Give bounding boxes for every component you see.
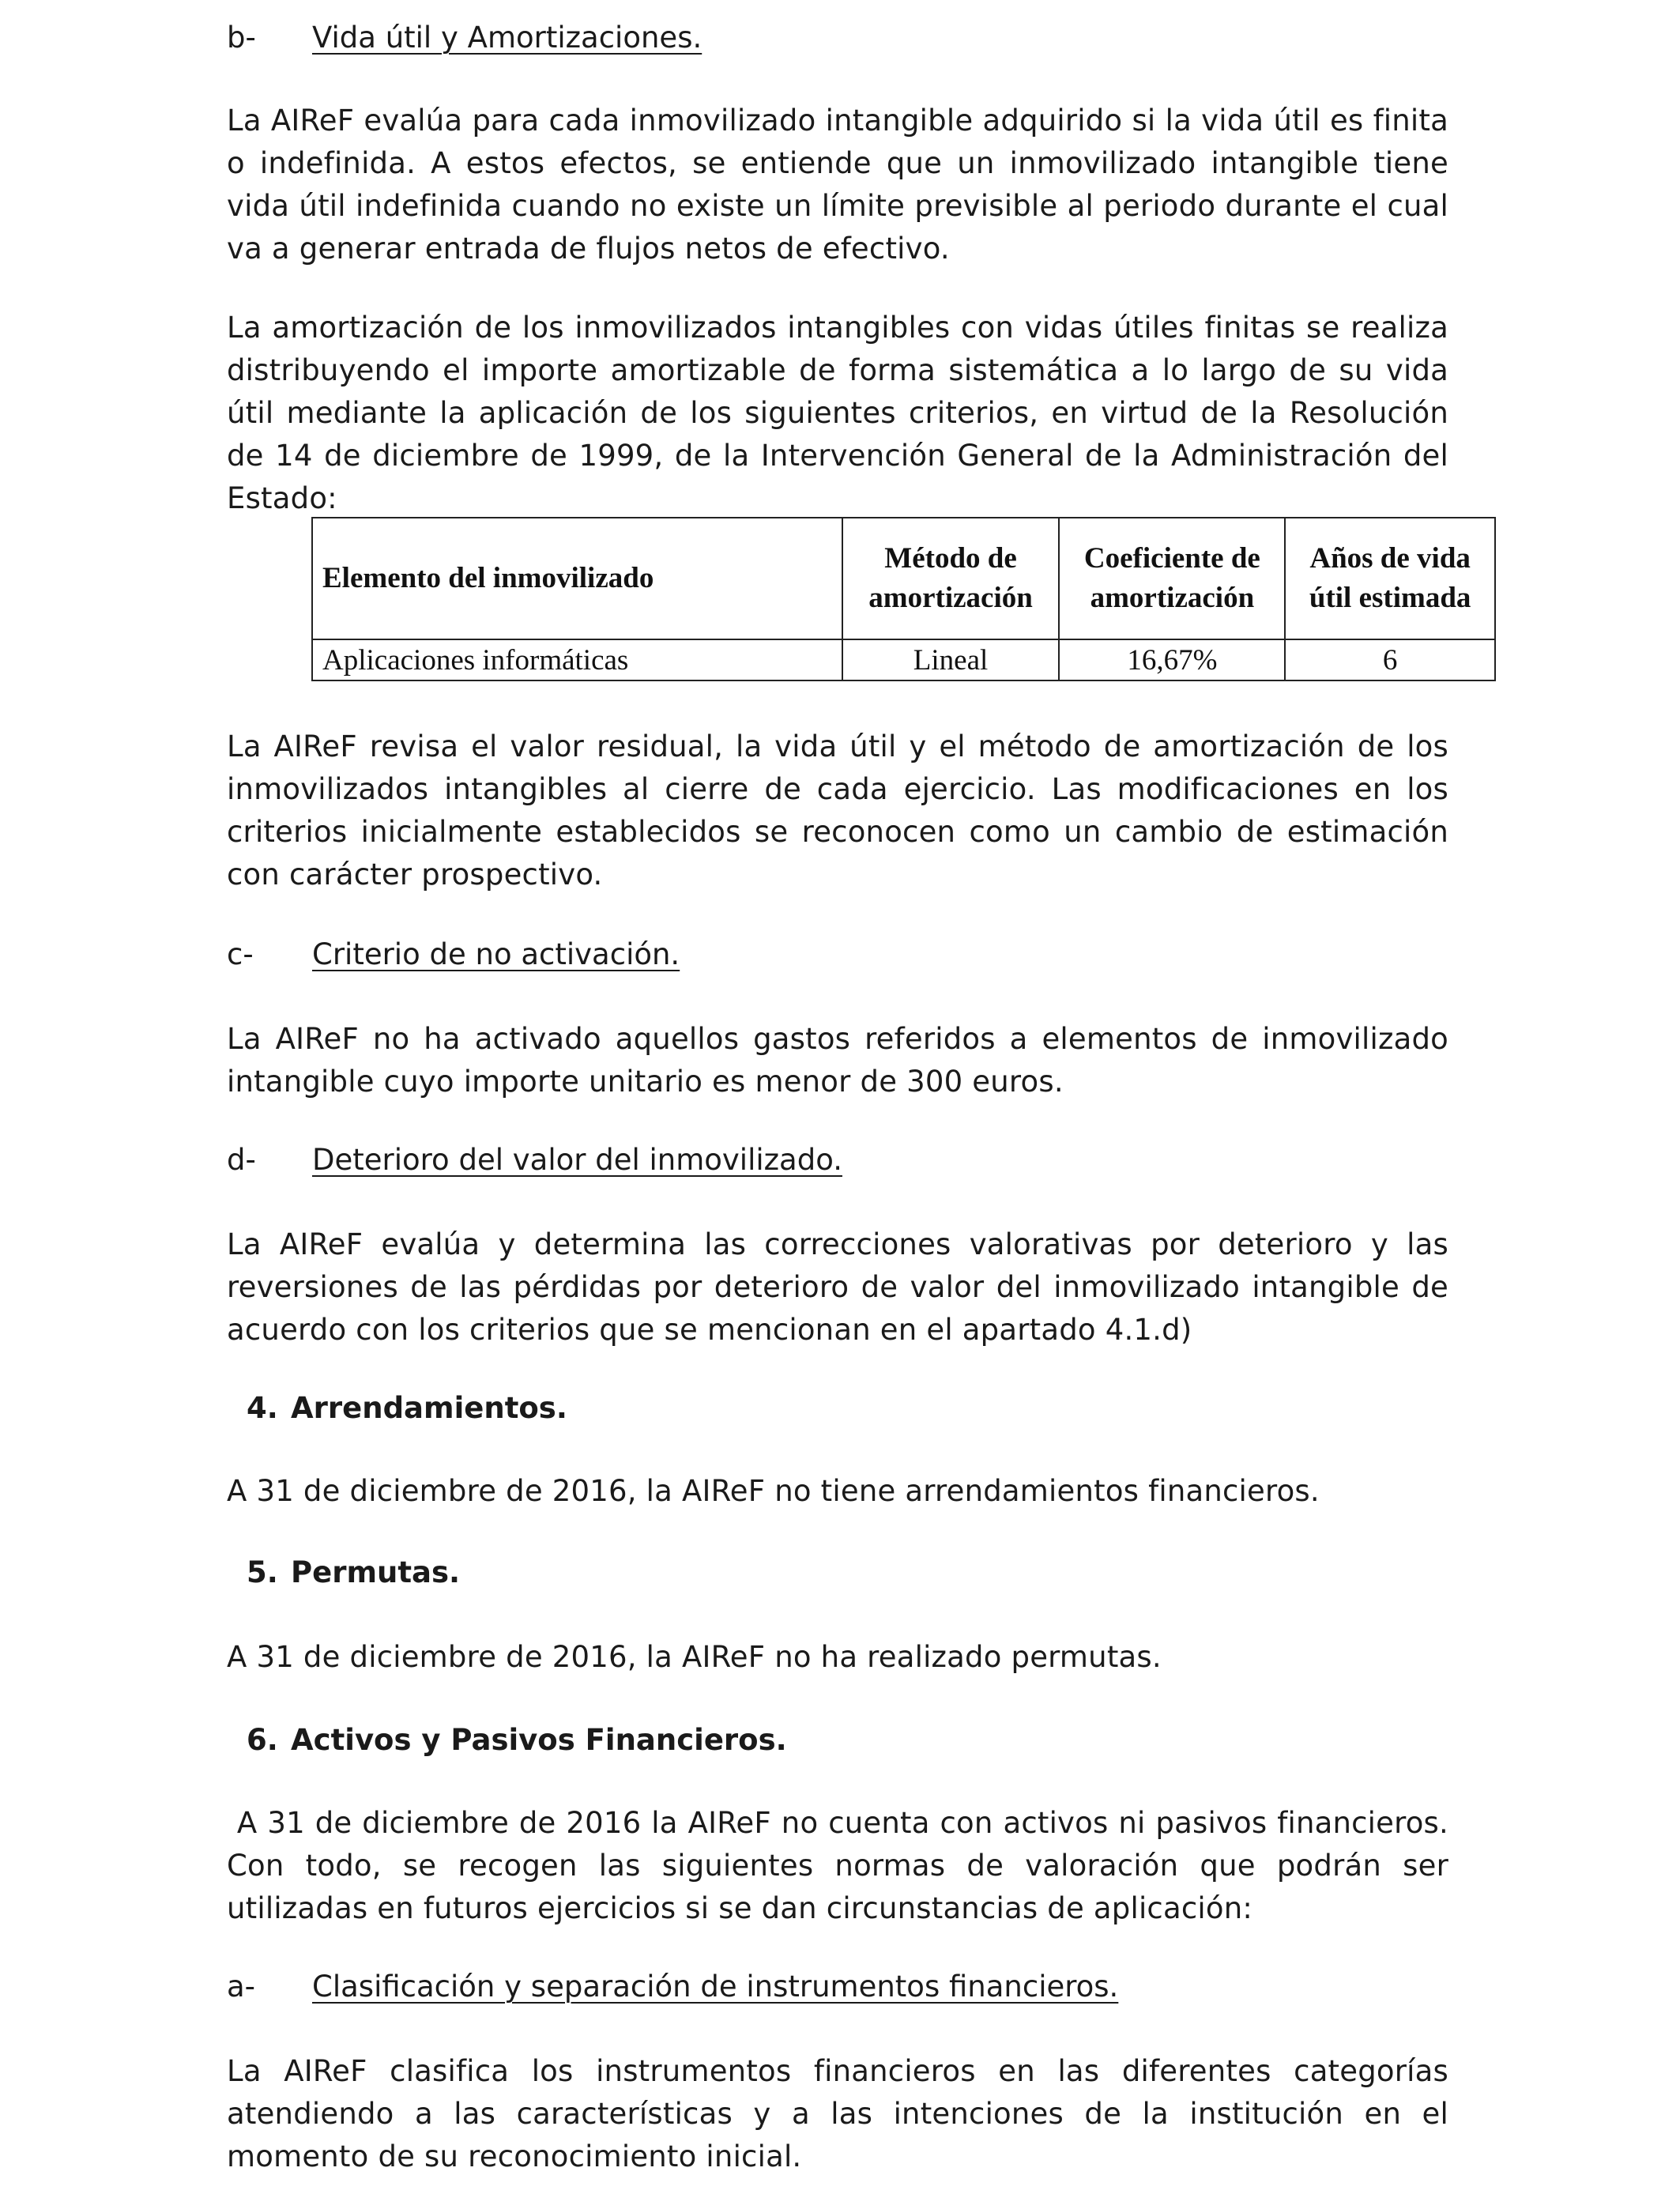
section-heading-d (227, 1143, 842, 1177)
section-title: Deterioro del valor del inmovilizado. (312, 1143, 842, 1177)
heading-number: 5. (247, 1555, 278, 1589)
table-header-cell: Coeficiente de amortización (1059, 518, 1285, 639)
paragraph-revision: La AIReF revisa el valor residual, la vida útil y el método de amortización de los inmovilizados intangibles al cierre de cada ejercicio. Las modificaciones en los criterios inicialmente establecidos se reconocen como un cambio de estimación con carácter prospectivo. (227, 729, 1448, 892)
section-marker: b- (227, 21, 256, 55)
section-marker: d- (227, 1143, 256, 1177)
table-header-row (312, 518, 1495, 639)
heading-title: Permutas. (291, 1555, 461, 1589)
numbered-heading-activos-pasivos (247, 1723, 787, 1757)
table-cell: 6 (1285, 639, 1495, 680)
table-header-cell: Método de amortización (842, 518, 1060, 639)
heading-number: 6. (247, 1723, 278, 1757)
paragraph-amortizacion: La amortización de los inmovilizados intangibles con vidas útiles finitas se realiza distribuyendo el importe amortizable de forma sistemática a lo largo de su vida útil mediante la aplicación de los siguientes criterios, en virtud de la Resolución de 14 de diciembre de 1999, de la Intervención General de la Administración del Estado: (227, 311, 1448, 515)
section-marker: c- (227, 937, 254, 971)
heading-number: 4. (247, 1391, 278, 1425)
amortization-table (311, 517, 1496, 681)
table-row (312, 639, 1495, 680)
section-title: Clasificación y separación de instrumentos financieros. (312, 1970, 1119, 2004)
section-heading-b (227, 21, 702, 55)
table-cell: Aplicaciones informáticas (312, 639, 842, 680)
numbered-heading-arrendamientos (247, 1391, 567, 1425)
paragraph-vida-util: La AIReF evalúa para cada inmovilizado intangible adquirido si la vida útil es finita o indefinida. A estos efectos, se entiende que un inmovilizado intangible tiene vida útil indefinida cuando no existe un límite previsible al periodo durante el cual va a generar entrada de flujos netos de efectivo. (227, 104, 1448, 266)
paragraph-activos-pasivos: A 31 de diciembre de 2016 la AIReF no cuenta con activos ni pasivos financieros. Con todo, se recogen las siguientes normas de valoración que podrán ser utilizadas en futuros ejercicios si se dan circunstancias de aplicación: (227, 1806, 1458, 1925)
heading-title: Activos y Pasivos Financieros. (291, 1723, 787, 1757)
section-marker: a- (227, 1970, 256, 2004)
paragraph-deterioro: La AIReF evalúa y determina las correcciones valorativas por deterioro y las reversiones de las pérdidas por deterioro de valor del inmovilizado intangible de acuerdo con los criterios que se mencionan en el apartado 4.1.d) (227, 1227, 1448, 1347)
section-title: Vida útil y Amortizaciones. (312, 21, 703, 55)
numbered-heading-permutas (247, 1555, 460, 1589)
heading-title: Arrendamientos. (291, 1391, 567, 1425)
paragraph-clasificacion: La AIReF clasifica los instrumentos financieros en las diferentes categorías atendiendo a las características y a las intenciones de la institución en el momento de su reconocimiento inicial. (227, 2054, 1448, 2173)
paragraph-arrendamientos: A 31 de diciembre de 2016, la AIReF no tiene arrendamientos financieros. (227, 1474, 1320, 1508)
table-header-cell: Elemento del inmovilizado (312, 518, 842, 639)
table-cell: 16,67% (1059, 639, 1285, 680)
table-header-cell: Años de vida útil estimada (1285, 518, 1495, 639)
table-cell: Lineal (842, 639, 1060, 680)
paragraph-no-activacion: La AIReF no ha activado aquellos gastos referidos a elementos de inmovilizado intangible cuyo importe unitario es menor de 300 euros. (227, 1022, 1448, 1099)
section-heading-a (227, 1970, 1118, 2004)
section-heading-c (227, 937, 680, 971)
paragraph-permutas: A 31 de diciembre de 2016, la AIReF no ha realizado permutas. (227, 1640, 1162, 1674)
section-title: Criterio de no activación. (312, 937, 680, 971)
